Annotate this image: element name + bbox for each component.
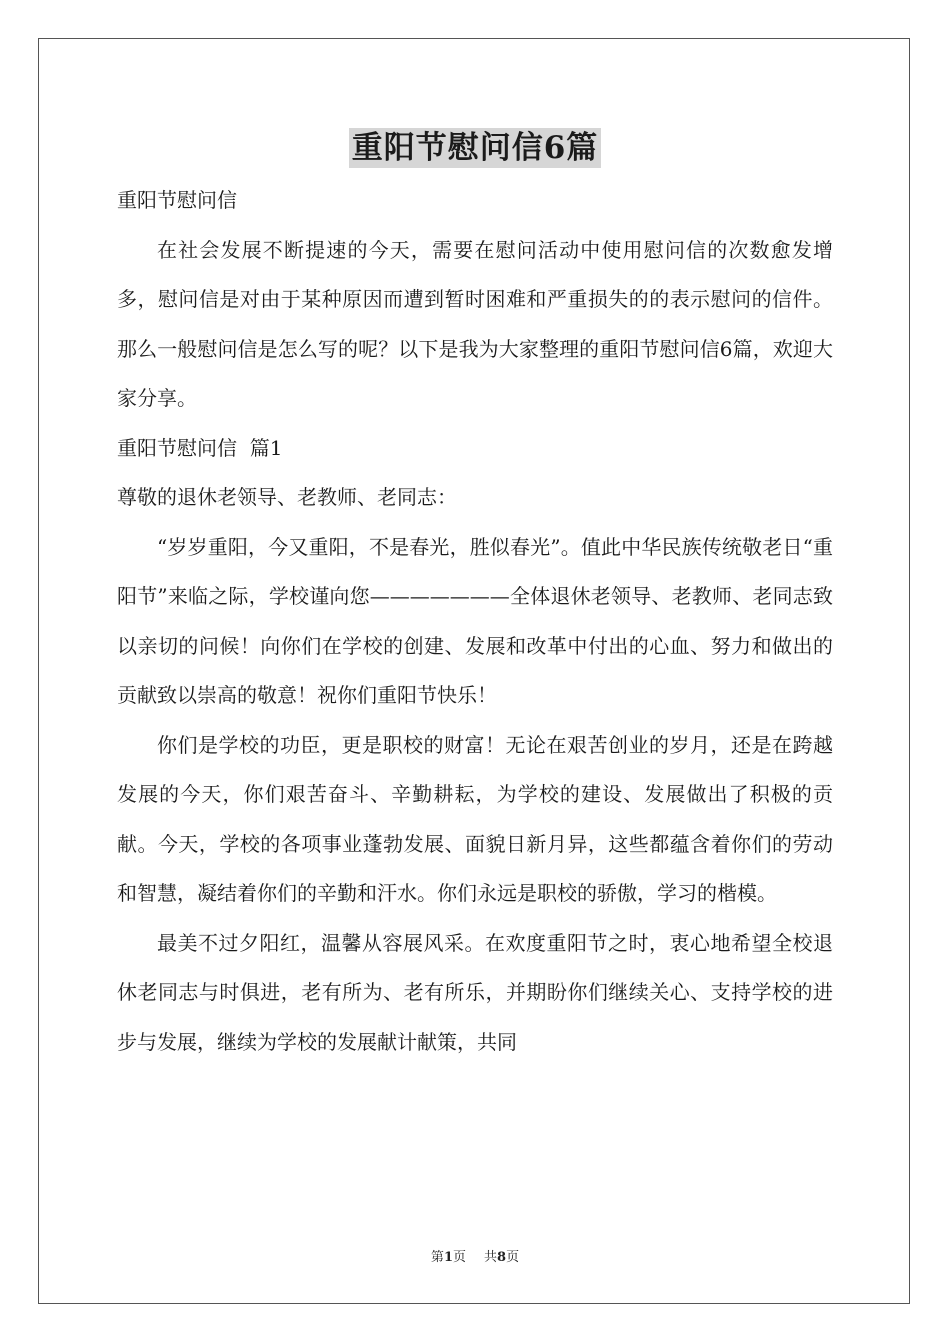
page-footer [0,1246,950,1265]
page-current: 1 [443,1250,453,1265]
document-body [117,176,833,1067]
body-paragraph: “岁岁重阳，今又重阳，不是春光，胜似春光”。值此中华民族传统敬老日“重阳节”来临之际，学校谨向您———————全体退休老领导、老教师、老同志致以亲切的问候！向你们在学校的创建、发展和改革中付出的心血、努力和做出的贡献致以崇高的敬意！祝你们重阳节快乐！ [117,534,833,707]
total-pages: 8 [497,1250,507,1265]
salutation: 尊敬的退休老领导、老教师、老同志： [117,485,457,509]
total-suffix: 页 [506,1250,520,1265]
body-paragraph: 最美不过夕阳红，温馨从容展风采。在欢度重阳节之时，衷心地希望全校退休老同志与时俱进，老有所为、老有所乐，并期盼你们继续关心、支持学校的进步与发展，继续为学校的发展献计献策，共同 [117,930,833,1054]
page-prefix: 第 [430,1250,444,1265]
body-paragraph: 你们是学校的功臣，更是职校的财富！无论在艰苦创业的岁月，还是在跨越发展的今天，你们艰苦奋斗、辛勤耕耘，为学校的建设、发展做出了积极的贡献。今天，学校的各项事业蓬勃发展、面貌日新月异，这些都蕴含着你们的劳动和智慧，凝结着你们的辛勤和汗水。你们永远是职校的骄傲，学习的楷模。 [117,732,833,905]
title-container [0,128,950,168]
section-heading: 重阳节慰问信 [117,188,237,212]
page-suffix: 页 [452,1250,466,1265]
body-paragraph: 在社会发展不断提速的今天，需要在慰问活动中使用慰问信的次数愈发增多，慰问信是对由于某种原因而遭到暂时困难和严重损失的的表示慰问的信件。那么一般慰问信是怎么写的呢？以下是我为大家整理的重阳节慰问信6篇，欢迎大家分享。 [117,237,833,410]
document-title: 重阳节慰问信6篇 [349,128,602,168]
section-heading: 重阳节慰问信 篇1 [117,435,283,460]
total-prefix: 共 [484,1250,498,1265]
